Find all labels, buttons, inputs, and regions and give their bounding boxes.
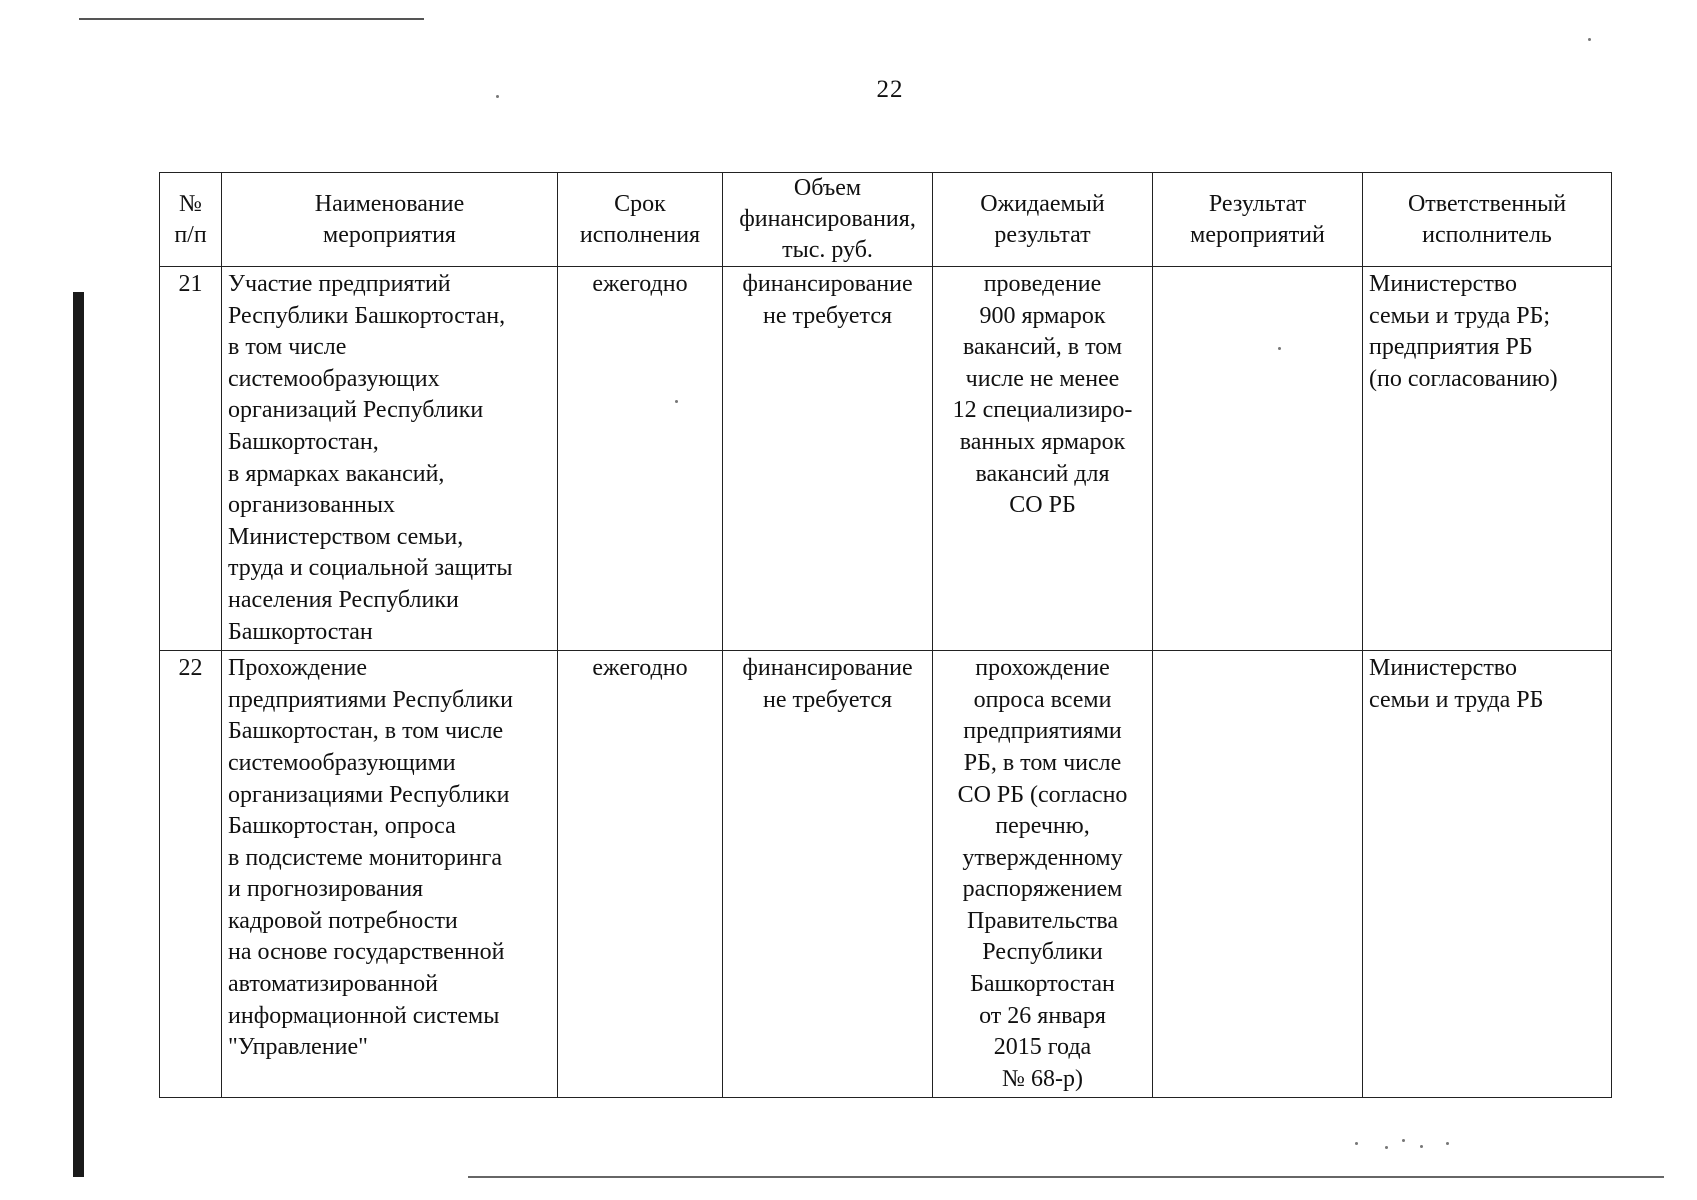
header-activity-result: Результат мероприятий [1153,173,1363,267]
scan-speck [1420,1145,1423,1148]
cell-responsible: Министерство семьи и труда РБ [1363,651,1612,1098]
header-funding: Объем финансирования, тыс. руб. [723,173,933,267]
cell-deadline: ежегодно [558,651,723,1098]
scan-edge-line-bottom [468,1176,1664,1178]
cell-expected-result: прохождение опроса всеми предприятиями РБ, в том числе СО РБ (согласно перечню, утвержденному распоряжением Правительства Республики Башкортостан от 26 января 2015 года № 68-р) [933,651,1153,1098]
cell-activity-result [1153,267,1363,651]
scan-speck [1402,1139,1405,1142]
table-row [160,267,1612,651]
cell-deadline: ежегодно [558,267,723,651]
scan-edge-bar-left [73,292,84,1177]
cell-activity-name: Участие предприятий Республики Башкортостан, в том числе системообразующих организаций Республики Башкортостан, в ярмарках вакансий, организованных Министерством семьи, труда и социальной защиты населения Республики Башкортостан [222,267,558,651]
cell-activity-result [1153,651,1363,1098]
table-row [160,651,1612,1098]
page-number: 22 [876,76,904,103]
scan-speck [1385,1146,1388,1149]
cell-activity-name: Прохождение предприятиями Республики Башкортостан, в том числе системообразующими организациями Республики Башкортостан, опроса в подсистеме мониторинга и прогнозирования кадровой потребности на основе государственной автоматизированной информационной системы "Управление" [222,651,558,1098]
header-activity-name: Наименование мероприятия [222,173,558,267]
header-number: № п/п [160,173,222,267]
table-header-row [160,173,1612,267]
activities-table [159,172,1612,1098]
scan-speck [1355,1142,1358,1145]
cell-funding: финансирование не требуется [723,267,933,651]
header-deadline: Срок исполнения [558,173,723,267]
cell-funding: финансирование не требуется [723,651,933,1098]
cell-number: 21 [160,267,222,651]
cell-number: 22 [160,651,222,1098]
scan-speck [1446,1142,1449,1145]
cell-expected-result: проведение 900 ярмарок вакансий, в том числе не менее 12 специализиро- ванных ярмарок вакансий для СО РБ [933,267,1153,651]
cell-responsible: Министерство семьи и труда РБ; предприятия РБ (по согласованию) [1363,267,1612,651]
header-responsible: Ответственный исполнитель [1363,173,1612,267]
header-expected-result: Ожидаемый результат [933,173,1153,267]
scan-edge-line-top [79,18,424,20]
scan-speck [1588,38,1591,41]
